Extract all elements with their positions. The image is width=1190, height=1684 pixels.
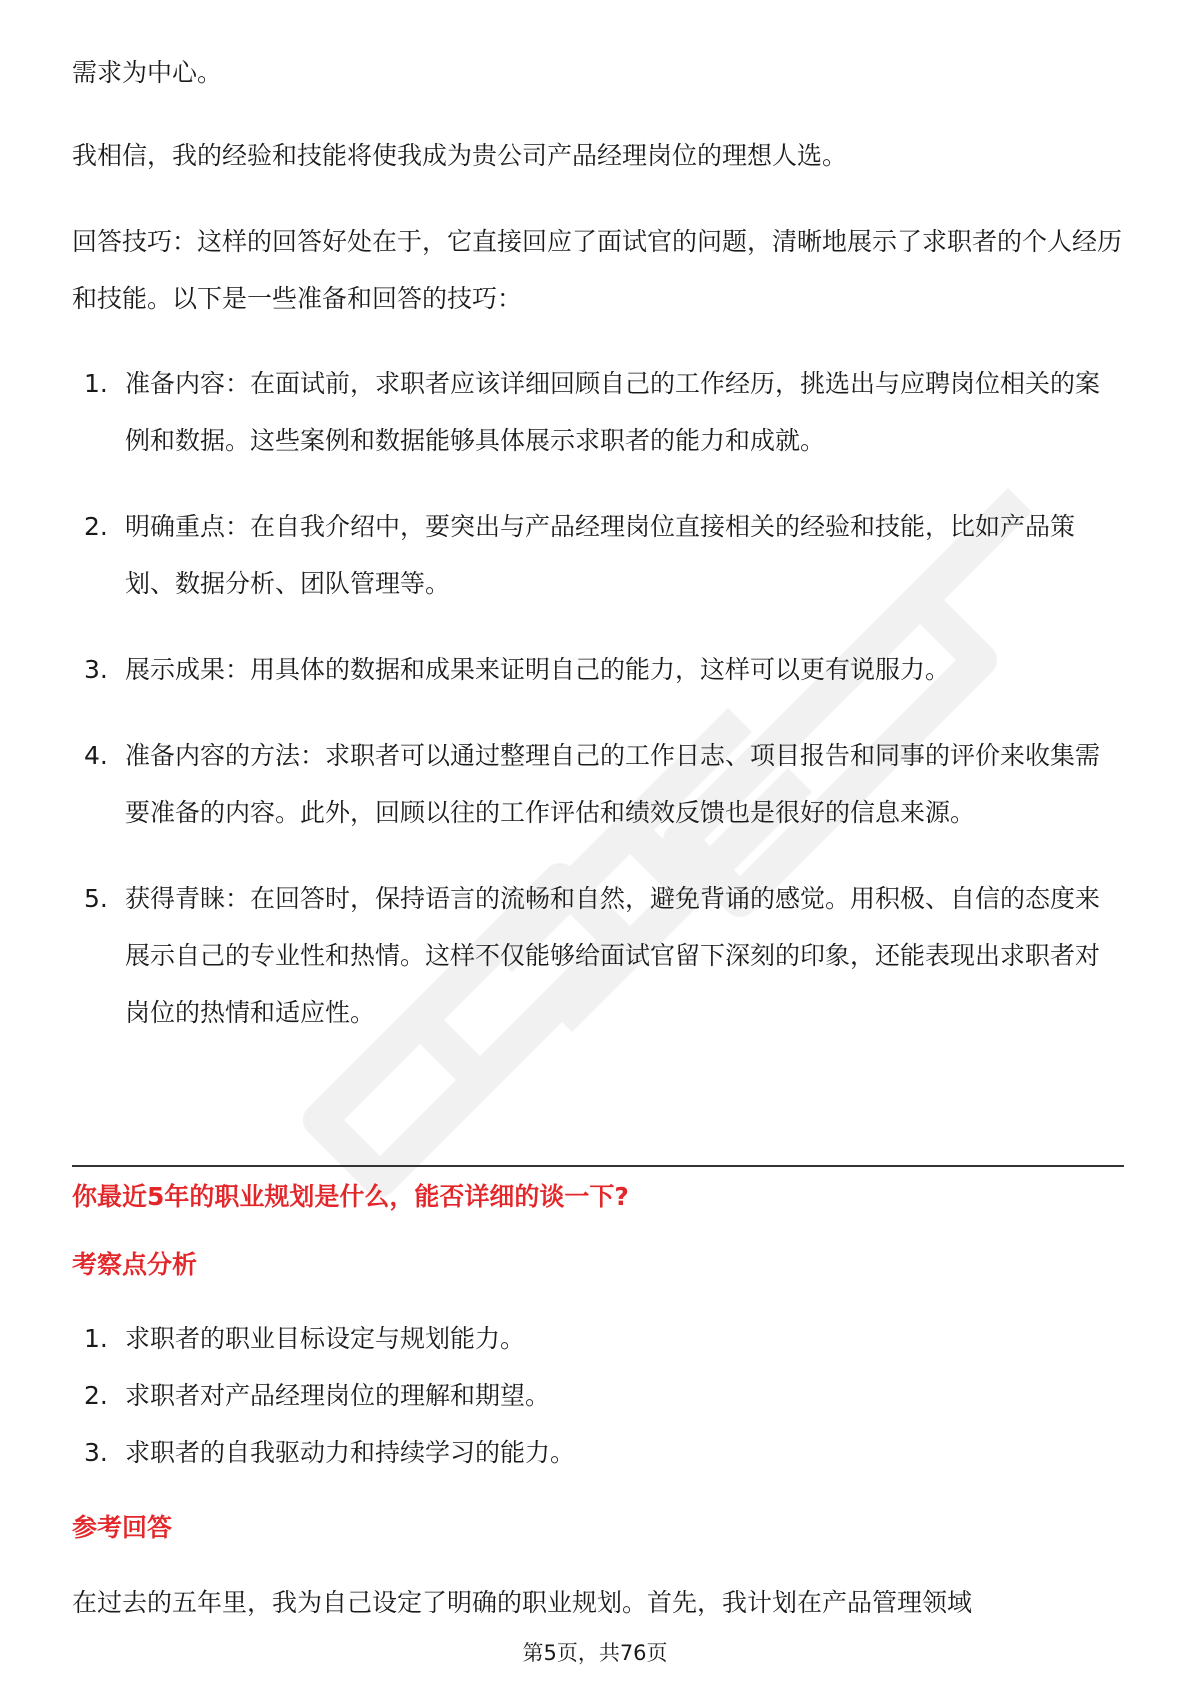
list-number: 3.: [84, 655, 108, 684]
analysis-heading: 考察点分析: [72, 1250, 198, 1279]
section-divider: [72, 1165, 1124, 1167]
list-item: [72, 727, 1124, 841]
list-number: 3.: [84, 1438, 108, 1467]
paragraph-belief: 我相信，我的经验和技能将使我成为贵公司产品经理岗位的理想人选。: [72, 141, 848, 170]
list-number: 2.: [84, 512, 108, 541]
list-number: 1.: [84, 1324, 108, 1353]
list-item: [72, 1367, 575, 1424]
list-number: 5.: [84, 884, 108, 913]
list-item-text: 求职者的职业目标设定与规划能力。: [125, 1324, 526, 1353]
question-heading: 你最近5年的职业规划是什么，能否详细的谈一下?: [72, 1182, 629, 1211]
list-item-text: 准备内容的方法：求职者可以通过整理自己的工作日志、项目报告和同事的评价来收集需要准备的内容。此外，回顾以往的工作评估和绩效反馈也是很好的信息来源。: [125, 741, 1101, 827]
list-number: 1.: [84, 369, 108, 398]
list-item: [72, 870, 1124, 1041]
paragraph-intro-tail: 需求为中心。: [72, 58, 223, 87]
paragraph-answer-start: 在过去的五年里，我为自己设定了明确的职业规划。首先，我计划在产品管理领域: [72, 1588, 973, 1617]
list-item: [72, 1310, 575, 1367]
list-item: [72, 355, 1124, 469]
list-item-text: 求职者的自我驱动力和持续学习的能力。: [125, 1438, 576, 1467]
analysis-list: [72, 1310, 575, 1481]
list-number: 4.: [84, 741, 108, 770]
paragraph-tips-intro: 回答技巧：这样的回答好处在于，它直接回应了面试官的问题，清晰地展示了求职者的个人经历和技能。以下是一些准备和回答的技巧：: [72, 227, 1123, 313]
list-item-text: 求职者对产品经理岗位的理解和期望。: [125, 1381, 551, 1410]
list-item: [72, 498, 1124, 612]
list-item-text: 准备内容：在面试前，求职者应该详细回顾自己的工作经历，挑选出与应聘岗位相关的案例和数据。这些案例和数据能够具体展示求职者的能力和成就。: [125, 369, 1101, 455]
list-number: 2.: [84, 1381, 108, 1410]
list-item-text: 获得青睐：在回答时，保持语言的流畅和自然，避免背诵的感觉。用积极、自信的态度来展示自己的专业性和热情。这样不仅能够给面试官留下深刻的印象，还能表现出求职者对岗位的热情和适应性。: [125, 884, 1101, 1027]
list-item: [72, 641, 1124, 698]
tips-list: [72, 355, 1124, 1070]
list-item-text: 展示成果：用具体的数据和成果来证明自己的能力，这样可以更有说服力。: [125, 655, 951, 684]
list-item: [72, 1424, 575, 1481]
page-footer: 第5页，共76页: [522, 1641, 668, 1665]
answer-heading: 参考回答: [72, 1513, 173, 1542]
list-item-text: 明确重点：在自我介绍中，要突出与产品经理岗位直接相关的经验和技能，比如产品策划、数据分析、团队管理等。: [125, 512, 1076, 598]
